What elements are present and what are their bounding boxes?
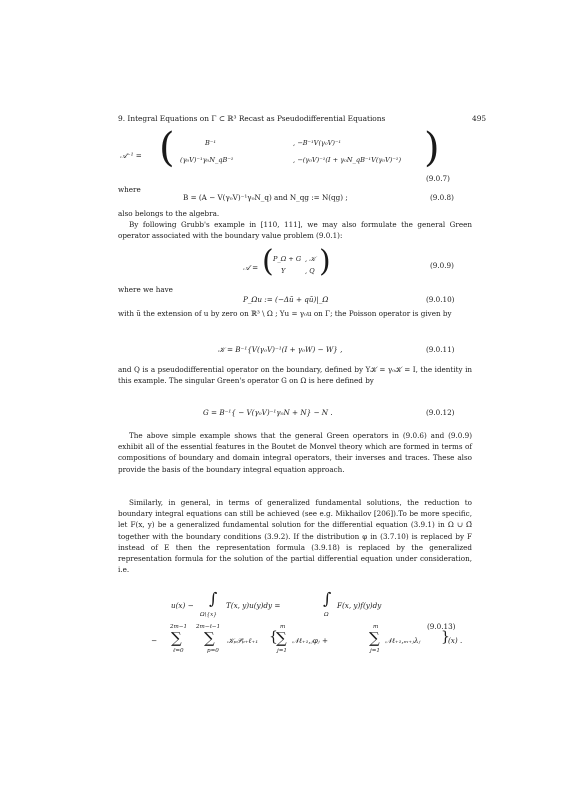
sum-upper: 2m−1 [170, 624, 188, 630]
eq-9013-term: 𝒩ℓ₊₁,ₘ₊ⱼλⱼ [385, 636, 421, 645]
eq-907-lhs: 𝒜⁻¹ = [120, 151, 142, 160]
matrix-cell: P_Ω + G [273, 255, 302, 263]
equation-number: (9.0.10) [426, 295, 455, 304]
equation-908: B = (A − V(γ₀V)⁻¹γ₀N_q) and N_qg := N(qg) ; [183, 193, 348, 202]
equation-9011: 𝒦 = B⁻¹{V(γ₀V)⁻¹(I + γ₀W) − W} , [218, 345, 343, 354]
text-line: where we have [118, 285, 173, 294]
sum-sign: ∑ [369, 629, 380, 647]
integral-sign: ∫ [323, 589, 332, 608]
integral-domain: Ω\{x} [200, 612, 217, 618]
text-line: where [118, 185, 141, 194]
right-paren: ) [424, 125, 440, 171]
matrix-cell: , 𝒦 [305, 255, 316, 263]
paragraph: The above simple example shows that the general Green operators in (9.0.6) and (9.0.9) exhibit all of the essential features in the Boutet de Monvel theory which are formed in terms of compositions of boundary and domain integral operators, their inverses and traces. These also provide the basis of the boundary integral equation approach. [118, 431, 472, 474]
left-brace: { [269, 629, 278, 645]
sum-lower: ℓ=0 [173, 648, 184, 654]
integral-sign: ∫ [209, 589, 218, 608]
matrix-cell: (γ₀V)⁻¹γ₀N_qB⁻¹ [180, 156, 234, 164]
equation-number: (9.0.8) [430, 193, 454, 202]
matrix-cell: , Q [305, 267, 315, 275]
equation-number: (9.0.9) [430, 261, 454, 270]
sum-lower: j=1 [277, 648, 287, 654]
sum-upper: m [373, 624, 379, 630]
minus-sign: − [151, 636, 158, 645]
eq-9013-lhs: u(x) − [171, 601, 194, 610]
eq-9013-term: T(x, y)u(y)dy = [226, 601, 281, 610]
right-brace: } [441, 629, 450, 645]
matrix-cell: , −B⁻¹V(γ₀V)⁻¹ [293, 139, 342, 147]
eq-9013-term: 𝒦ₚ𝒫ₚ₊ℓ₊₁ [227, 636, 259, 645]
paragraph: also belongs to the algebra. [118, 209, 220, 218]
sum-sign: ∑ [204, 629, 215, 647]
eq-9013-term: 𝒩ℓ₊₁,ⱼφⱼ + [292, 636, 328, 645]
sum-sign: ∑ [276, 629, 287, 647]
eq-909-lhs: 𝒜 = [243, 263, 259, 272]
matrix-cell: Υ [281, 267, 286, 275]
eq-9013-term: F(x, y)f(y)dy [337, 601, 382, 610]
equation-9010: P_Ωu := (−Δũ + qũ)|_Ω [243, 295, 329, 304]
sum-lower: j=1 [370, 648, 380, 654]
right-paren: ) [319, 244, 331, 279]
equation-number: (9.0.13) [427, 622, 456, 631]
running-header: 9. Integral Equations on Γ ⊂ ℝ³ Recast as Pseudodifferential Equations [118, 114, 386, 123]
equation-number: (9.0.7) [426, 174, 450, 183]
paragraph: and Q is a pseudodifferential operator on the boundary, defined by Υ𝒦 = γ₀𝒦 = I, the identity in this example. The singular Green's operator G on Ω is here defined by [118, 365, 472, 386]
matrix-cell: B⁻¹ [205, 139, 216, 147]
equation-9012: G = B⁻¹{ − V(γ₀V)⁻¹γ₀N + N} − N . [203, 408, 333, 417]
page-number: 495 [472, 114, 487, 123]
paragraph: By following Grubb's example in [110, 111], we may also formulate the general Green operator associated with the boundary value problem (9.0.1): [118, 220, 472, 241]
integral-domain: Ω [324, 612, 329, 618]
left-paren: ( [262, 244, 274, 279]
sum-upper: m [280, 624, 286, 630]
equation-number: (9.0.11) [426, 345, 455, 354]
sum-sign: ∑ [171, 629, 182, 647]
paragraph: Similarly, in general, in terms of generalized fundamental solutions, the reduction to boundary integral equations can still be achieved (see e.g. Mikhailov [206]).To be more specific, let F(x, y) be a generalized fundamental solution for the differential equation (3.9.1) in Ω ∪ Ω̄ together with the boundary conditions (3.9.2). If the distribution φ in (3.7.10) is replaced by F instead of E then the representation formula (3.9.18) is replaced by the generalized representation formula for the solution of the partial differential equation under consideration, i.e. [118, 498, 472, 575]
matrix-cell: , −(γ₀V)⁻¹(I + γ₀N_qB⁻¹V(γ₀V)⁻¹) [293, 156, 402, 164]
equation-number: (9.0.12) [426, 408, 455, 417]
sum-upper: 2m−ℓ−1 [196, 624, 221, 630]
eq-9013-end: (x) . [448, 636, 463, 645]
paragraph: with ũ the extension of u by zero on ℝ³ \ Ω ; Υu = γ₀u on Γ; the Poisson operator is given by [118, 309, 452, 318]
left-paren: ( [159, 125, 175, 171]
sum-lower: p=0 [207, 648, 219, 654]
